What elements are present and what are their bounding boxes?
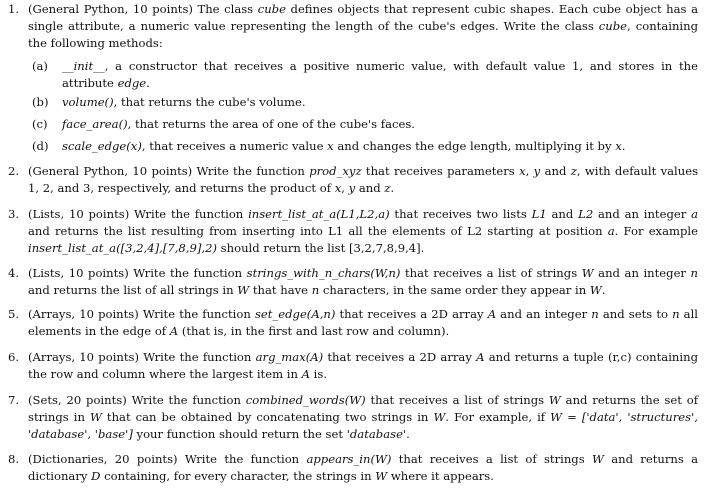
question-number: 7. <box>8 393 20 407</box>
question-number: 8. <box>8 452 20 466</box>
item-text: __init__, a constructor that receives a positive numeric value, with default value 1, and stores in the attribute edge. <box>62 59 698 90</box>
question-number: 6. <box>8 350 20 364</box>
question-text: (Sets, 20 points) Write the function combined_words(W) that receives a list of strings W and returns the set of strings in W that can be obtained by concatenating two strings in W. For example, if W = ['data', 'structures', 'database', 'base'] your function should return the set 'database'. <box>28 393 698 441</box>
question-number: 3. <box>8 207 20 221</box>
item-label: (b) <box>32 95 49 109</box>
question-number: 5. <box>8 307 20 321</box>
question-text: (Lists, 10 points) Write the function strings_with_n_chars(W,n) that receives a list of strings W and an integer n and returns the list of all strings in W that have n characters, in the same order they appear in W. <box>28 266 698 297</box>
question-number: 2. <box>8 164 20 178</box>
item-text: face_area(), that returns the area of one of the cube's faces. <box>62 117 415 131</box>
item-text: volume(), that returns the cube's volume. <box>62 95 306 109</box>
question-text: (General Python, 10 points) The class cube defines objects that represent cubic shapes. Each cube object has a single attribute, a numeric value representing the length of the cube's edges. Write the class cube, containing the following methods: <box>28 2 699 50</box>
question-number: 1. <box>8 2 20 16</box>
item-label: (d) <box>32 139 49 153</box>
item-text: scale_edge(x), that receives a numeric value x and changes the edge length, multiplying it by x. <box>62 139 626 153</box>
question-number: 4. <box>8 266 20 280</box>
question-text: (Lists, 10 points) Write the function insert_list_at_a(L1,L2,a) that receives two lists L1 and L2 and an integer a and returns the list resulting from inserting into L1 all the elements of L2 starting at position a. For example insert_list_at_a([3,2,4],[7,8,9],2) should return the list [3,2,7,8,9,4]. <box>28 207 698 255</box>
question-text: (Arrays, 10 points) Write the function set_edge(A,n) that receives a 2D array A and an integer n and sets to n all elements in the edge of A (that is, in the first and last row and column). <box>28 307 699 338</box>
item-label: (c) <box>32 117 48 131</box>
question-text: (General Python, 10 points) Write the function prod_xyz that receives parameters x, y and z, with default values 1, 2, and 3, respectively, and returns the product of x, y and z. <box>28 164 699 195</box>
item-label: (a) <box>32 59 48 73</box>
question-text: (Arrays, 10 points) Write the function arg_max(A) that receives a 2D array A and returns a tuple (r,c) containing the row and column where the largest item in A is. <box>28 350 698 381</box>
question-text: (Dictionaries, 20 points) Write the function appears_in(W) that receives a list of strings W and returns a dictionary D containing, for every character, the strings in W where it appears. <box>28 452 698 483</box>
